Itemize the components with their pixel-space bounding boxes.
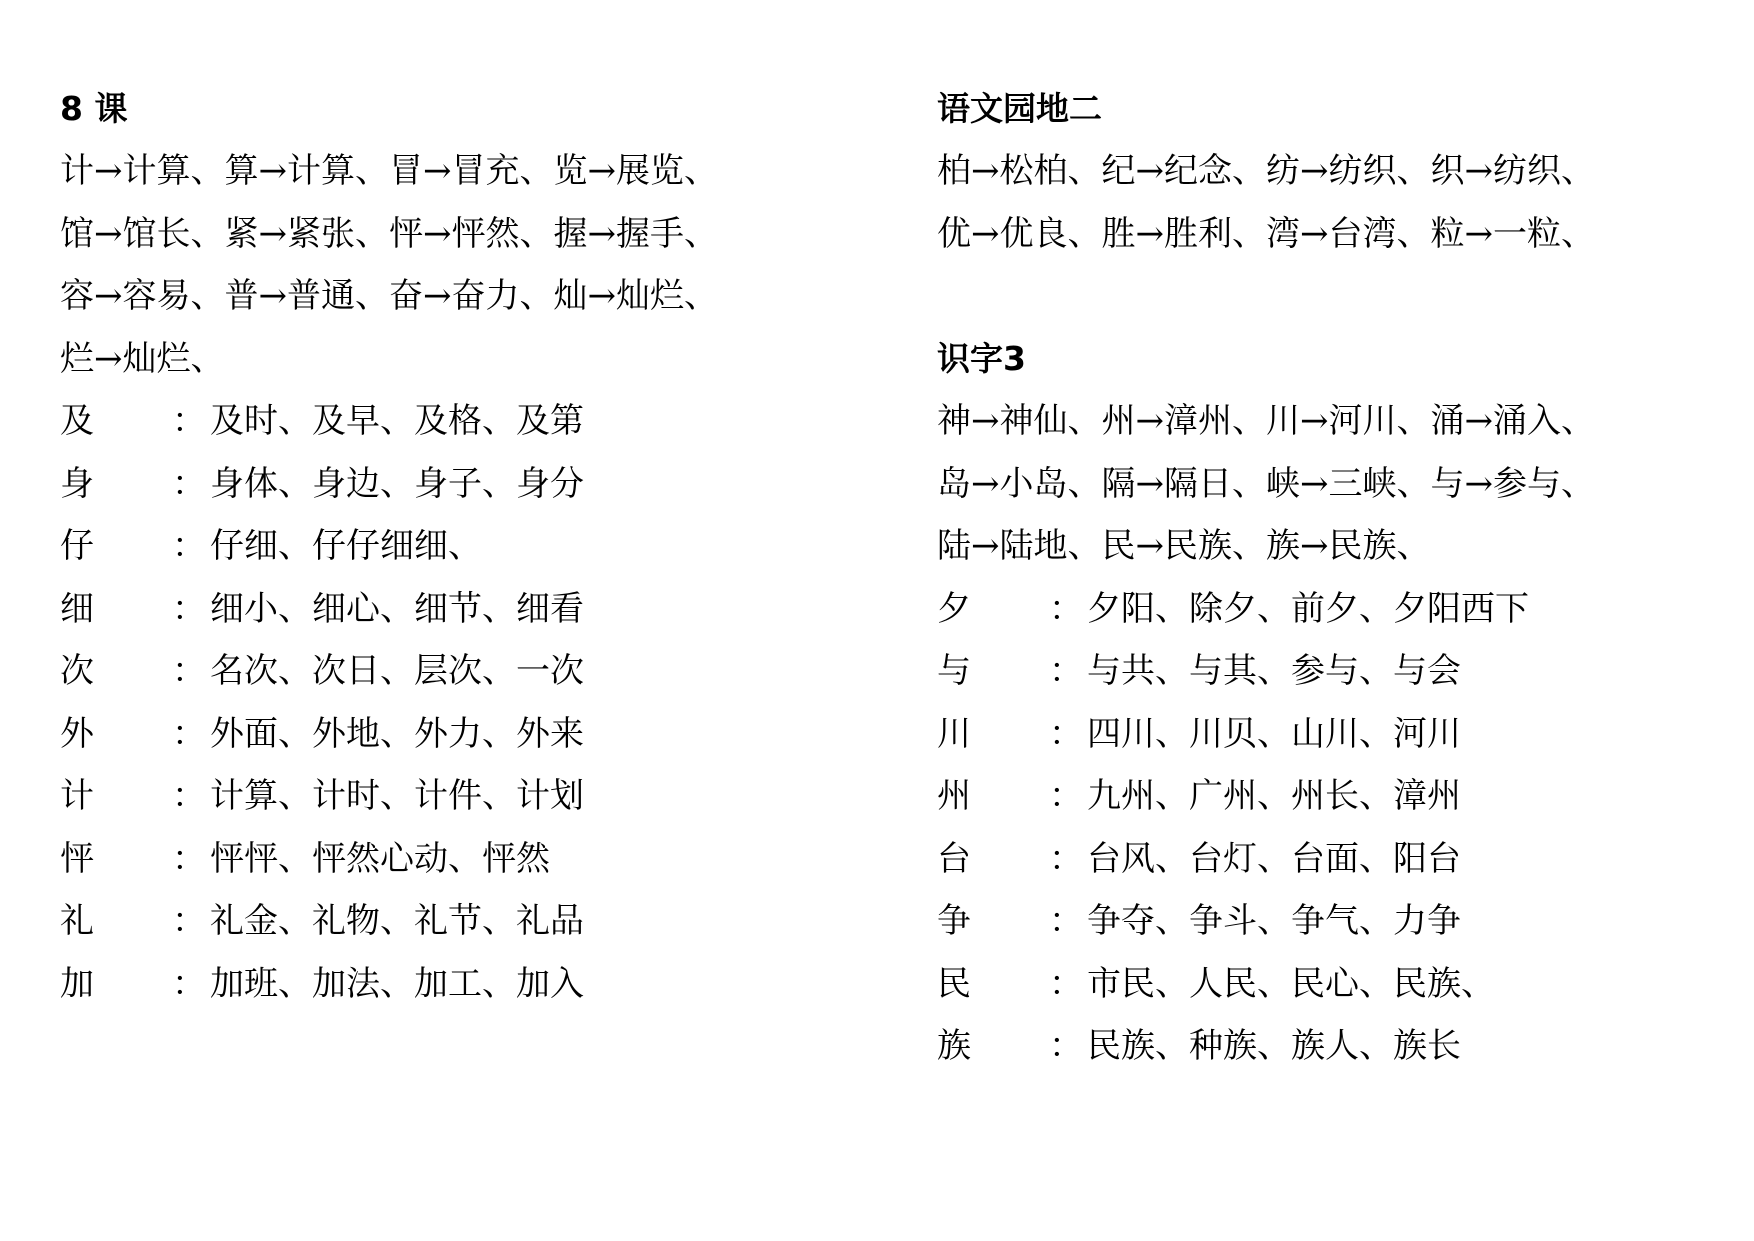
word-row-char: 次 <box>60 651 94 691</box>
word-row-char: 礼 <box>60 901 94 941</box>
word-row-char: 外 <box>60 713 94 754</box>
word-row-words: 外面、外地、外力、外来 <box>210 713 584 754</box>
word-row-colon: ： <box>172 963 206 1004</box>
word-row <box>937 828 1737 891</box>
word-row <box>937 890 1737 953</box>
word-row-words: 及时、及早、及格、及第 <box>210 401 584 441</box>
word-row-colon: ： <box>172 526 206 566</box>
word-row-char: 细 <box>60 588 94 629</box>
word-row-words: 争夺、争斗、争气、力争 <box>1087 901 1461 941</box>
word-row <box>60 703 860 766</box>
word-row-colon: ： <box>172 713 206 754</box>
chinese-garden-2-title: 语文园地二 <box>937 89 1102 128</box>
word-row <box>937 703 1737 766</box>
word-row <box>937 1015 1737 1078</box>
word-row-char: 加 <box>60 963 94 1004</box>
pair-line: 神→神仙、州→漳州、川→河川、涌→涌入、 <box>937 401 1595 441</box>
word-row-colon: ： <box>1049 901 1083 941</box>
word-row-colon: ： <box>1049 651 1083 691</box>
word-row-char: 州 <box>937 776 971 816</box>
word-row <box>937 578 1737 641</box>
right-column <box>937 78 1737 1078</box>
left-column <box>60 78 860 1015</box>
word-row-char: 民 <box>937 963 971 1004</box>
pair-line: 计→计算、算→计算、冒→冒充、览→展览、 <box>60 151 718 191</box>
word-row-words: 名次、次日、层次、一次 <box>210 651 584 691</box>
word-row-words: 身体、身边、身子、身分 <box>210 463 584 504</box>
word-row <box>60 453 860 516</box>
word-row-words: 礼金、礼物、礼节、礼品 <box>210 901 584 941</box>
word-row-char: 争 <box>937 901 971 941</box>
word-row <box>60 515 860 578</box>
word-row-words: 四川、川贝、山川、河川 <box>1087 713 1461 754</box>
word-row-words: 夕阳、除夕、前夕、夕阳西下 <box>1087 588 1529 629</box>
word-row <box>60 828 860 891</box>
word-row-words: 与共、与其、参与、与会 <box>1087 651 1461 691</box>
word-row-colon: ： <box>172 776 206 816</box>
pair-line: 岛→小岛、隔→隔日、峡→三峡、与→参与、 <box>937 463 1595 504</box>
word-row-words: 九州、广州、州长、漳州 <box>1087 776 1461 816</box>
pair-line: 陆→陆地、民→民族、族→民族、 <box>937 526 1431 566</box>
word-row <box>937 640 1737 703</box>
word-row <box>937 765 1737 828</box>
word-row <box>937 953 1737 1016</box>
word-row <box>60 390 860 453</box>
word-row-colon: ： <box>1049 1026 1083 1066</box>
word-row-words: 市民、人民、民心、民族、 <box>1087 963 1495 1004</box>
word-row <box>60 765 860 828</box>
word-row-char: 怦 <box>60 838 94 879</box>
word-row <box>60 890 860 953</box>
word-row <box>60 578 860 641</box>
literacy-3-word-list <box>937 578 1737 1078</box>
word-row-colon: ： <box>1049 838 1083 879</box>
word-row-colon: ： <box>172 588 206 629</box>
word-row-colon: ： <box>1049 776 1083 816</box>
word-row-colon: ： <box>172 901 206 941</box>
word-row-words: 台风、台灯、台面、阳台 <box>1087 838 1461 879</box>
word-row-words: 仔细、仔仔细细、 <box>210 526 482 566</box>
word-row <box>60 953 860 1016</box>
word-row-colon: ： <box>1049 588 1083 629</box>
word-row-words: 怦怦、怦然心动、怦然 <box>210 838 550 879</box>
word-row-colon: ： <box>172 838 206 879</box>
lesson-8-pair-list <box>60 140 860 390</box>
word-row-colon: ： <box>172 463 206 504</box>
pair-line: 柏→松柏、纪→纪念、纺→纺织、织→纺织、 <box>937 151 1595 191</box>
word-row-colon: ： <box>1049 713 1083 754</box>
section-spacer <box>937 265 1737 328</box>
lesson-8-title: 8 课 <box>60 89 128 128</box>
chinese-garden-2-pair-list <box>937 140 1737 265</box>
literacy-3-pair-list <box>937 390 1737 578</box>
word-row-char: 计 <box>60 776 94 816</box>
word-row-colon: ： <box>172 401 206 441</box>
word-row-char: 及 <box>60 401 94 441</box>
word-row-words: 加班、加法、加工、加入 <box>210 963 584 1004</box>
word-row-words: 民族、种族、族人、族长 <box>1087 1026 1461 1066</box>
pair-line: 烂→灿烂、 <box>60 338 225 379</box>
word-row-char: 川 <box>937 713 971 754</box>
word-row-char: 与 <box>937 651 971 691</box>
word-row-colon: ： <box>1049 963 1083 1004</box>
pair-line: 容→容易、普→普通、奋→奋力、灿→灿烂、 <box>60 276 718 316</box>
lesson-8-word-list <box>60 390 860 1015</box>
pair-line: 馆→馆长、紧→紧张、怦→怦然、握→握手、 <box>60 213 718 254</box>
word-row-colon: ： <box>172 651 206 691</box>
word-row-words: 计算、计时、计件、计划 <box>210 776 584 816</box>
word-row-words: 细小、细心、细节、细看 <box>210 588 584 629</box>
word-row-char: 族 <box>937 1026 971 1066</box>
word-row-char: 身 <box>60 463 94 504</box>
word-row-char: 仔 <box>60 526 94 566</box>
word-row-char: 夕 <box>937 588 971 629</box>
literacy-3-title: 识字3 <box>937 339 1026 378</box>
word-row <box>60 640 860 703</box>
word-row-char: 台 <box>937 838 971 879</box>
pair-line: 优→优良、胜→胜利、湾→台湾、粒→一粒、 <box>937 213 1595 254</box>
